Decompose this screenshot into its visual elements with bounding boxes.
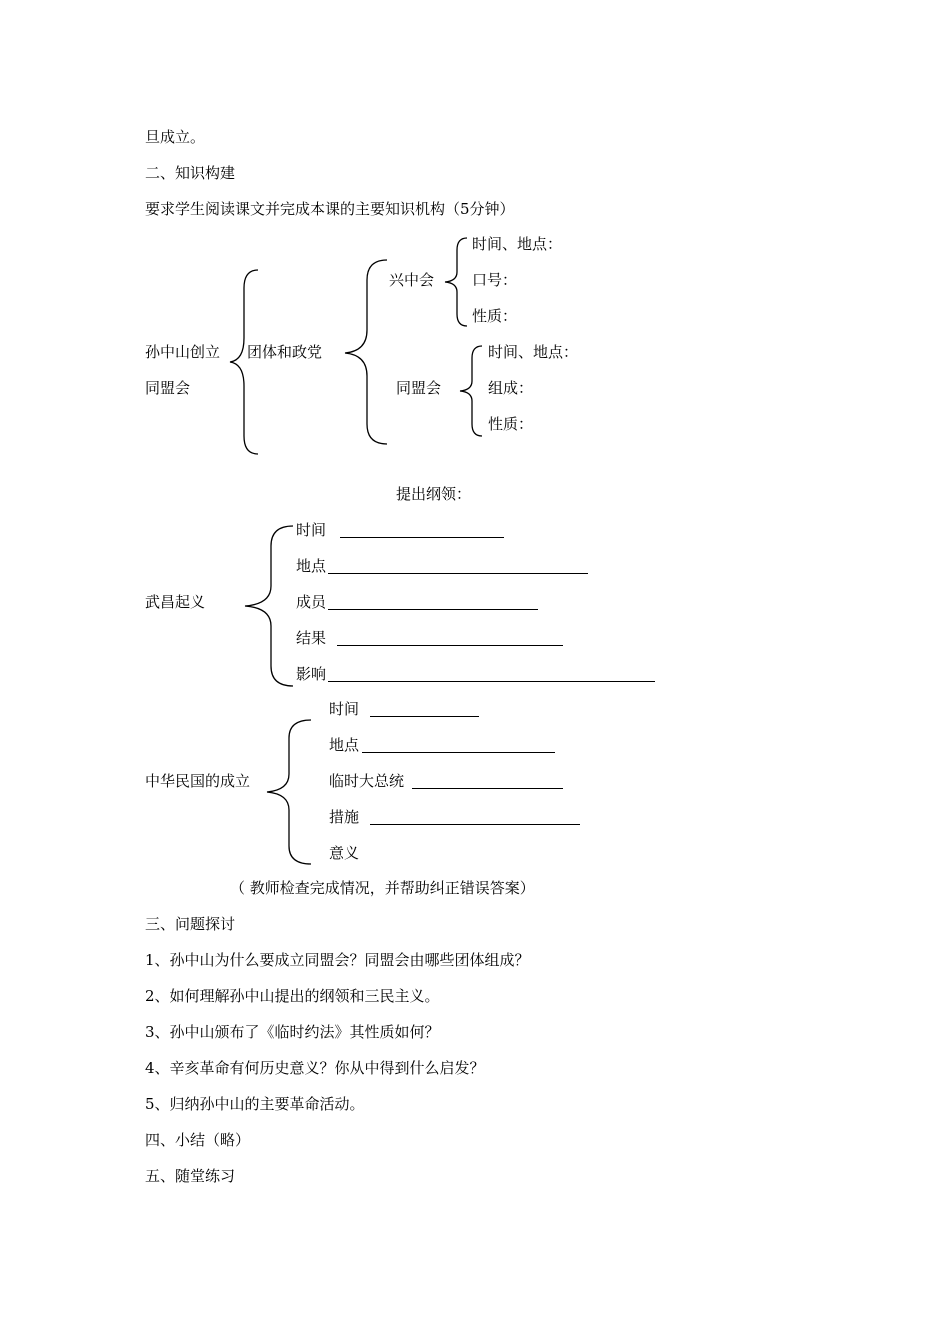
teacher-note: （ 教师检查完成情况，并帮助纠正错误答案） [230, 879, 535, 897]
roc-item-significance: 意义 [329, 844, 360, 862]
wuchang-item-result: 结果 [296, 629, 327, 647]
section4-heading: 四、小结（略） [145, 1131, 251, 1149]
program-label: 提出纲领： [396, 485, 472, 503]
question-2: 2、如何理解孙中山提出的纲领和三民主义。 [145, 987, 440, 1005]
brace-roc [265, 718, 315, 868]
roc-root: 中华民国的成立 [145, 772, 251, 790]
root-line1: 孙中山创立 [145, 343, 221, 361]
question-4: 4、辛亥革命有何历史意义？你从中得到什么启发？ [145, 1059, 485, 1077]
roc-item-time: 时间 [329, 700, 360, 718]
xzh-item-slogan: 口号： [472, 271, 518, 289]
roc-item-measures: 措施 [329, 808, 360, 826]
wuchang-blank-influence[interactable] [328, 681, 655, 682]
xzh-label: 兴中会 [389, 271, 435, 289]
roc-item-place: 地点 [329, 736, 360, 754]
wuchang-root: 武昌起义 [145, 593, 206, 611]
wuchang-item-time: 时间 [296, 521, 327, 539]
xzh-item-time-place: 时间、地点： [472, 235, 563, 253]
roc-item-president: 临时大总统 [329, 772, 405, 790]
top-line: 旦成立。 [145, 128, 206, 146]
wuchang-blank-place[interactable] [328, 573, 588, 574]
wuchang-blank-members[interactable] [328, 609, 538, 610]
root-line2: 同盟会 [145, 379, 191, 397]
section3-heading: 三、问题探讨 [145, 915, 236, 933]
question-5: 5、归纳孙中山的主要革命活动。 [145, 1095, 365, 1113]
roc-blank-time[interactable] [370, 716, 479, 717]
brace-wuchang [243, 524, 297, 690]
branch-label: 团体和政党 [247, 343, 323, 361]
roc-blank-president[interactable] [412, 788, 563, 789]
brace-xzh [443, 236, 471, 328]
tmh-item-nature: 性质： [488, 415, 534, 433]
roc-blank-measures[interactable] [370, 824, 580, 825]
section2-heading: 二、知识构建 [145, 164, 236, 182]
xzh-item-nature: 性质： [472, 307, 518, 325]
brace-middle [343, 258, 391, 448]
brace-tmh [458, 344, 486, 438]
wuchang-blank-time[interactable] [340, 537, 504, 538]
tmh-label: 同盟会 [396, 379, 442, 397]
wuchang-blank-result[interactable] [337, 645, 563, 646]
brace-outer [228, 268, 262, 456]
wuchang-item-place: 地点 [296, 557, 327, 575]
roc-blank-place[interactable] [362, 752, 555, 753]
section2-instruction: 要求学生阅读课文并完成本课的主要知识机构（5分钟） [145, 200, 515, 218]
question-1: 1、孙中山为什么要成立同盟会？同盟会由哪些团体组成？ [145, 951, 530, 969]
section5-heading: 五、随堂练习 [145, 1167, 236, 1185]
question-3: 3、孙中山颁布了《临时约法》其性质如何？ [145, 1023, 440, 1041]
tmh-item-composition: 组成： [488, 379, 534, 397]
tmh-item-time-place: 时间、地点： [488, 343, 579, 361]
wuchang-item-influence: 影响 [296, 665, 327, 683]
wuchang-item-members: 成员 [296, 593, 327, 611]
